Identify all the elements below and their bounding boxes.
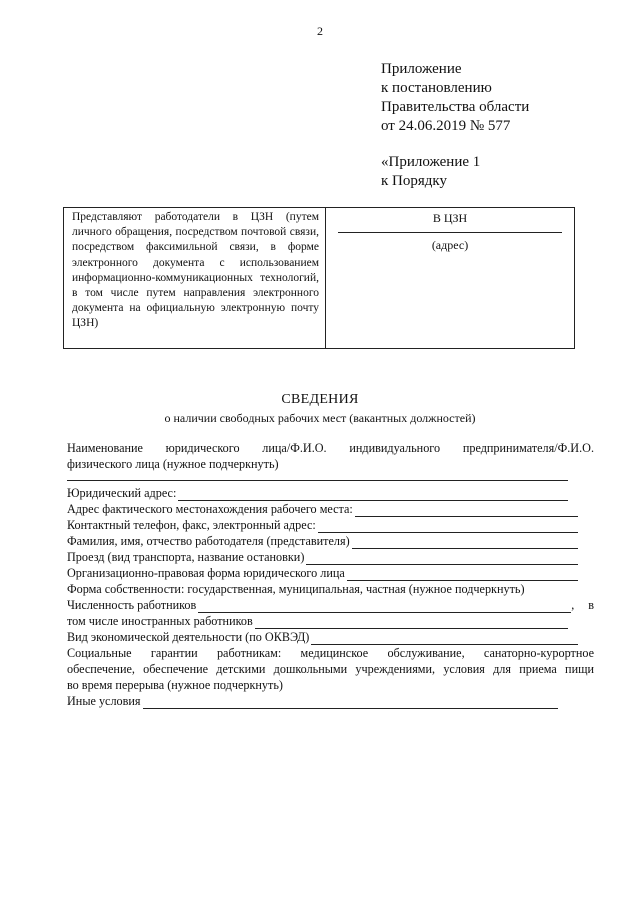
contacts-field[interactable]	[318, 521, 578, 533]
contacts-label: Контактный телефон, факс, электронный адрес:	[67, 518, 316, 532]
page-number: 2	[317, 24, 323, 38]
guarantees-line: обеспечение, обеспечение детскими дошкольными учреждениями, условия для приема пищи	[67, 662, 594, 676]
appendix-line: к Порядку	[381, 173, 447, 189]
submission-instructions: Представляют работодатели в ЦЗН (путем личного обращения, посредством почтовой связи, посредством факсимильной связи, в форме электронного документа с использованием информационно-коммуникационных технологий, в том числе путем направления электронного документа на официальную электронную почту ЦЗН)	[64, 208, 326, 348]
spacer	[381, 136, 529, 153]
employees-v: в	[588, 598, 594, 612]
legal-address-label: Юридический адрес:	[67, 486, 177, 500]
appendix-block	[381, 60, 529, 191]
ownership-label: Форма собственности: государственная, муниципальная, частная (нужное подчеркнуть)	[67, 582, 525, 596]
appendix-line: Приложение	[381, 61, 462, 77]
transport-row	[67, 549, 594, 565]
foreign-workers-row	[67, 613, 594, 629]
address-line	[338, 232, 562, 233]
transport-label: Проезд (вид транспорта, название остановки)	[67, 550, 305, 564]
foreign-workers-label: том числе иностранных работников	[67, 614, 253, 628]
name-paragraph: Наименование юридического лица/Ф.И.О. индивидуального предпринимателя/Ф.И.О.	[67, 441, 594, 455]
foreign-workers-field[interactable]	[255, 617, 568, 629]
legal-form-row	[67, 565, 594, 581]
recipient-label: В ЦЗН	[432, 211, 468, 225]
name-field-line[interactable]	[67, 472, 568, 481]
actual-address-label: Адрес фактического местонахождения рабочего места:	[67, 502, 353, 516]
document-title: СВЕДЕНИЯ	[281, 392, 359, 407]
transport-field[interactable]	[306, 553, 578, 565]
actual-address-row	[67, 501, 594, 517]
document-subtitle: о наличии свободных рабочих мест (вакантных должностей)	[164, 411, 476, 425]
okved-field[interactable]	[311, 633, 578, 645]
appendix-line: к постановлению	[381, 80, 492, 96]
employer-name-field[interactable]	[352, 537, 578, 549]
name-paragraph-end: физического лица (нужное подчеркнуть)	[67, 457, 279, 471]
employer-name-label: Фамилия, имя, отчество работодателя (представителя)	[67, 534, 350, 548]
employer-name-row	[67, 533, 594, 549]
actual-address-field[interactable]	[355, 505, 578, 517]
employees-comma: ,	[571, 598, 575, 612]
appendix-line: «Приложение 1	[381, 154, 481, 170]
okved-row	[67, 629, 594, 645]
ownership-row	[67, 581, 594, 597]
recipient-cell	[326, 208, 574, 348]
contacts-row	[67, 517, 594, 533]
employees-label: Численность работников	[67, 598, 197, 612]
appendix-line: Правительства области	[381, 99, 530, 115]
appendix-line: от 24.06.2019 № 577	[381, 118, 511, 134]
other-conditions-row	[67, 693, 594, 709]
legal-form-label: Организационно-правовая форма юридического лица	[67, 566, 345, 580]
legal-address-field[interactable]	[178, 489, 568, 501]
guarantees-line: во время перерыва (нужное подчеркнуть)	[67, 678, 283, 692]
info-box	[63, 207, 575, 349]
employees-row	[67, 597, 594, 613]
employees-field[interactable]	[198, 601, 571, 613]
legal-address-row	[67, 485, 594, 501]
guarantees-line: Социальные гарантии работникам: медицинское обслуживание, санаторно-курортное	[67, 646, 594, 660]
legal-form-field[interactable]	[347, 569, 578, 581]
okved-label: Вид экономической деятельности (по ОКВЭД)	[67, 630, 310, 644]
other-conditions-field[interactable]	[143, 697, 558, 709]
other-conditions-label: Иные условия	[67, 694, 141, 708]
vacancy-form	[67, 440, 594, 709]
address-caption: (адрес)	[431, 238, 469, 252]
